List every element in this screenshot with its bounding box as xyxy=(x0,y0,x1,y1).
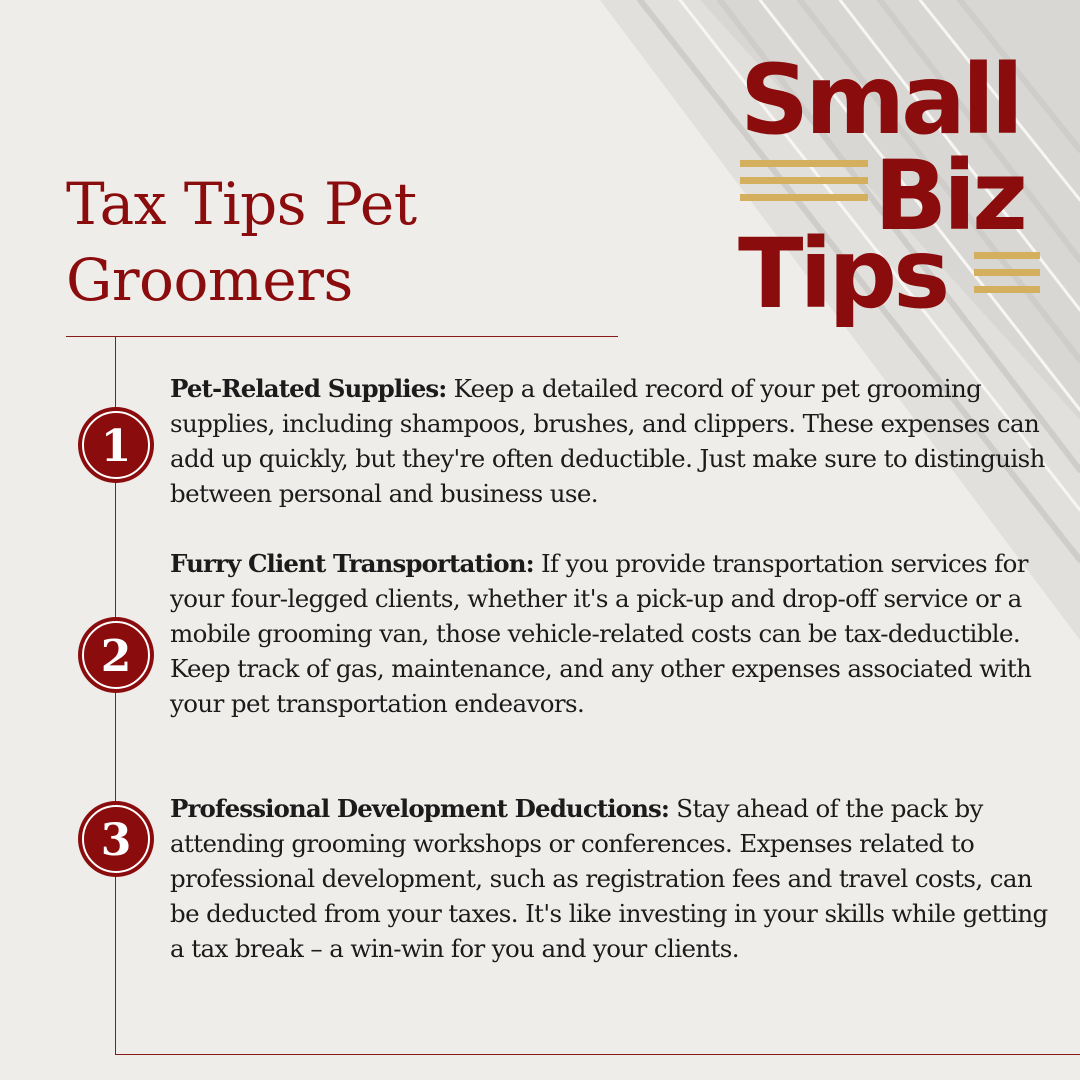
number-badge-1 xyxy=(77,406,155,484)
logo-stripes-right xyxy=(974,252,1040,303)
tip-heading: Pet-Related Supplies: xyxy=(170,374,447,403)
number-badge-2 xyxy=(77,616,155,694)
title-divider xyxy=(66,336,618,337)
bottom-divider xyxy=(115,1054,1080,1055)
tip-body: Keep a detailed record of your pet grooming supplies, including shampoos, brushes, and clippers. These expenses can add up quickly, but they're often deductible. Just make sure to distinguish between personal and business use. xyxy=(170,374,1045,508)
small-biz-tips-logo xyxy=(736,44,1056,342)
page-title: Tax Tips Pet Groomers xyxy=(66,170,417,314)
logo-word-biz: Biz xyxy=(874,140,1024,252)
tip-heading: Furry Client Transportation: xyxy=(170,549,534,578)
tip-item-1 xyxy=(170,371,1050,511)
svg-text:3: 3 xyxy=(100,815,132,866)
svg-text:1: 1 xyxy=(100,421,132,472)
tip-item-2 xyxy=(170,546,1050,721)
number-badge-3 xyxy=(77,800,155,878)
logo-word-tips: Tips xyxy=(738,218,947,330)
logo-stripes-left xyxy=(740,160,868,211)
logo-word-small: Small xyxy=(740,44,1020,156)
tip-heading: Professional Development Deductions: xyxy=(170,794,670,823)
tip-body: If you provide transportation services for your four-legged clients, whether it's a pick-up and drop-off service or a mobile grooming van, those vehicle-related costs can be tax-deductible. Keep track of gas, maintenance, and any other expenses associated with your pet transportation endeavors. xyxy=(170,549,1032,718)
tip-item-3 xyxy=(170,791,1050,966)
tip-body: Stay ahead of the pack by attending grooming workshops or conferences. Expenses related to professional development, such as registration fees and travel costs, can be deducted from your taxes. It's like investing in your skills while getting a tax break – a win-win for you and your clients. xyxy=(170,794,1048,963)
svg-text:2: 2 xyxy=(100,631,132,682)
